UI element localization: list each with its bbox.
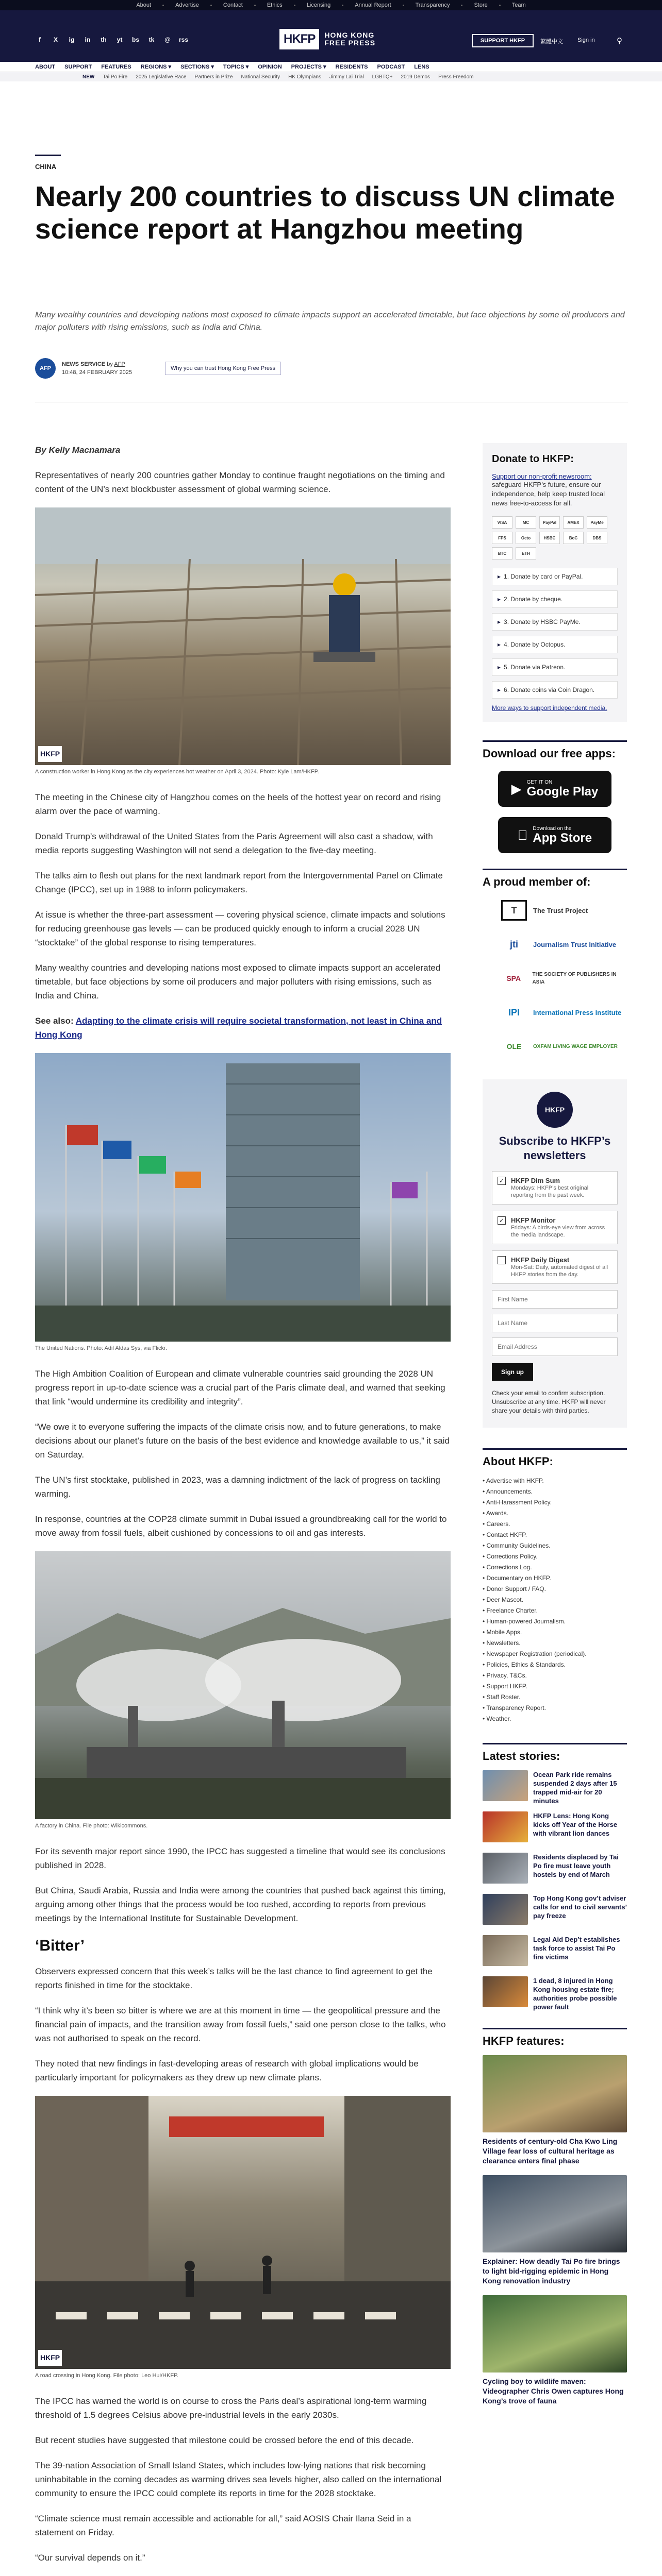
latest-title: Latest stories:	[483, 1743, 627, 1763]
nav-regions[interactable]: REGIONS ▾	[140, 64, 172, 70]
newsletter-signup	[483, 1079, 627, 1428]
chevron-right-icon: ▸	[498, 664, 501, 671]
paragraph: “We owe it to everyone suffering the impacts of the climate crisis now, and to future generations, to make decisions about our planet’s future on the basis of the best evidence and knowledge available to us,” it said on Saturday.	[35, 1422, 450, 1460]
paragraph: The talks aim to flesh out plans for the next landmark report from the Intergovernmental Panel on Climate Change (IPCC), set up in 1988 to inform policymakers.	[35, 871, 443, 894]
hkfp-badge: HKFP	[537, 1092, 573, 1128]
nav-features[interactable]: FEATURES	[101, 63, 131, 70]
instagram-icon[interactable]: ig	[69, 36, 75, 43]
see-also	[35, 1014, 451, 1042]
about-link[interactable]: • Mobile Apps.	[483, 1627, 627, 1638]
email-field[interactable]	[492, 1337, 618, 1356]
paragraph: “Our survival depends on it.”	[35, 2553, 145, 2563]
member-name: The Trust Project	[533, 906, 588, 914]
paragraph: The High Ambition Coalition of European and climate vulnerable countries said grounding the 2028 UN progress report in up-to-date science was a crucial part of the Paris climate deal, and warned that seeking that link “would undermine its credibility and integrity”.	[35, 1369, 445, 1406]
latest-story[interactable]	[483, 1811, 627, 1844]
tag-link[interactable]: HK Olympians	[288, 74, 321, 80]
about-link[interactable]: • Careers.	[483, 1519, 627, 1530]
about-link[interactable]: • Transparency Report.	[483, 1703, 627, 1714]
article-body	[35, 443, 451, 2576]
about-link[interactable]: • Donor Support / FAQ.	[483, 1584, 627, 1595]
byline-label: NEWS SERVICE	[62, 361, 106, 367]
photo-caption: A construction worker in Hong Kong as the city experiences hot weather on April 3, 2024. Photo: Kyle Lam/HKFP.	[35, 769, 319, 775]
member-logo-mark: T	[501, 900, 527, 921]
publish-date: 10:48, 24 FEBRUARY 2025	[62, 369, 132, 376]
newsletter-title: Subscribe to HKFP’s newsletters	[499, 1134, 611, 1162]
about-link[interactable]: • Human-powered Journalism.	[483, 1616, 627, 1627]
chevron-right-icon: ▸	[498, 573, 501, 580]
about-link[interactable]: • Documentary on HKFP.	[483, 1573, 627, 1584]
chevron-right-icon: ▸	[498, 618, 501, 625]
support-hkfp-button[interactable]: SUPPORT HKFP	[472, 34, 534, 47]
photo-caption: The United Nations. Photo: Adil Aldas Sys, via Flickr.	[35, 1345, 168, 1351]
nav-residents[interactable]: RESIDENTS	[335, 63, 368, 70]
sidebar	[483, 443, 627, 2415]
road-crossing-photo[interactable]	[35, 2096, 451, 2369]
member-logo-mark: SPA	[506, 974, 521, 982]
photo-caption: A road crossing in Hong Kong. File photo: Leo Hui/HKFP.	[35, 2372, 179, 2379]
donate-option-payme[interactable]	[492, 613, 618, 631]
chevron-right-icon: ▸	[498, 596, 501, 603]
bluesky-icon[interactable]: bs	[131, 36, 139, 43]
member-logo-mark: IPI	[508, 1007, 520, 1018]
newsletter-option-dimsum[interactable]	[492, 1171, 618, 1205]
apps-title: Download our free apps:	[483, 740, 627, 760]
amex-icon: AMEX	[563, 516, 584, 529]
category-label[interactable]: CHINA	[35, 163, 57, 171]
trust-project-logo[interactable]	[501, 898, 627, 923]
paragraph: The meeting in the Chinese city of Hangzhou comes on the heels of the hottest year on record and rising alarm over the pace of warming.	[35, 792, 441, 816]
paragraph: For its seventh major report since 1990, the IPCC has suggested a timeline that would see its conclusions published in 2028.	[35, 1846, 445, 1870]
google-play-button[interactable]	[498, 771, 611, 807]
section-heading: ‘Bitter’	[35, 1937, 85, 1954]
about-link[interactable]: • Weather.	[483, 1714, 627, 1724]
story-title: 1 dead, 8 injured in Hong Kong housing estate fire; authorities probe possible power fault	[533, 1977, 617, 2011]
sopa-logo[interactable]	[501, 966, 627, 991]
ethereum-icon: ETH	[516, 547, 536, 560]
more-ways-link[interactable]: More ways to support independent media.	[492, 704, 607, 711]
tag-link[interactable]: National Security	[241, 74, 280, 80]
nav-opinion[interactable]: OPINION	[258, 63, 282, 70]
china-factory-photo[interactable]	[35, 1551, 451, 1819]
nav-projects[interactable]: PROJECTS ▾	[291, 64, 326, 70]
story-thumbnail	[483, 1935, 528, 1966]
feature-title: Explainer: How deadly Tai Po fire brings to light bid-rigging epidemic in Hong Kong renovation industry	[483, 2257, 620, 2285]
about-link[interactable]: • Contact HKFP.	[483, 1530, 627, 1540]
option-label: 1. Donate by card or PayPal.	[504, 573, 583, 580]
features-section	[483, 2028, 627, 2406]
hsbc-icon: HSBC	[539, 532, 560, 544]
feature-title: Cycling boy to wildlife maven: Videographer Chris Owen captures Hong Kong’s trove of fauna	[483, 2377, 624, 2405]
masthead	[0, 10, 662, 62]
newsletter-desc: Mondays: HKFP’s best original reporting from the past week.	[511, 1185, 589, 1198]
figure	[35, 1053, 451, 1352]
about-links	[483, 1476, 627, 1724]
logo-box: HKFP	[279, 29, 319, 49]
topbar-link-licensing[interactable]: Licensing	[306, 2, 331, 8]
site-logo[interactable]	[279, 29, 375, 49]
checkbox[interactable]	[498, 1256, 506, 1264]
as-big: App Store	[527, 831, 587, 845]
social-links	[35, 35, 188, 44]
topbar-link-annual-report[interactable]: Annual Report	[355, 2, 391, 8]
latest-story[interactable]	[483, 1976, 627, 2009]
feature-title: Residents of century-old Cha Kwo Ling Village fear loss of cultural heritage as clearance enters final phase	[483, 2137, 618, 2165]
fps-icon: FPS	[492, 532, 512, 544]
nav-about[interactable]: ABOUT	[35, 63, 56, 70]
payment-methods	[492, 516, 618, 560]
donate-option-octopus[interactable]	[492, 636, 618, 653]
main-nav	[0, 62, 662, 72]
first-name-field[interactable]	[492, 1290, 618, 1309]
mastodon-icon[interactable]: @	[164, 36, 171, 43]
tag-link[interactable]: 2025 Legislative Race	[136, 74, 187, 80]
photo-caption: A factory in China. File photo: Wikicommons.	[35, 1823, 148, 1829]
latest-story[interactable]	[483, 1894, 627, 1927]
tags-new-label: NEW	[82, 74, 95, 80]
facebook-icon[interactable]: f	[39, 36, 41, 43]
tag-link[interactable]: Jimmy Lai Trial	[329, 74, 364, 80]
category-rule	[35, 155, 61, 156]
hkfp-watermark: HKFP	[38, 2350, 62, 2366]
newsletter-option-monitor[interactable]	[492, 1211, 618, 1244]
dbs-icon: DBS	[587, 532, 607, 544]
byline-org[interactable]: AFP	[114, 361, 125, 367]
google-play-icon: ▶	[511, 781, 522, 796]
story-title: Ocean Park ride remains suspended 2 days after 15 trapped mid-air for 20 minutes	[533, 1771, 617, 1805]
paragraph: “I think why it’s been so bitter is where we are at this moment in time — the geopolitical pressure and the financial pain of impacts, and the transition away from fossil fuels,” said one person close to the talks, who was not authorised to speak on the record.	[35, 2006, 446, 2043]
paragraph: But China, Saudi Arabia, Russia and India were among the countries that pushed back against this timing, arguing among other things that the process would be too rushed, according to reports from previous meetings by the International Institute for Sustainable Development.	[35, 1886, 446, 1923]
story-title: HKFP Lens: Hong Kong kicks off Year of the Horse with vibrant lion dances	[533, 1812, 618, 1837]
paragraph: Many wealthy countries and developing nations most exposed to climate impacts support an accelerated timetable, but face objections by some oil producers and major polluters with rising emissions, such as India and China.	[35, 963, 441, 1001]
option-label: 5. Donate via Patreon.	[504, 664, 566, 671]
donate-title: Donate to HKFP:	[492, 453, 574, 465]
story-thumbnail	[483, 1976, 528, 2007]
paragraph: The IPCC has warned the world is on course to cross the Paris deal’s aspirational long-term warming threshold of 1.5 degrees Celsius above pre-industrial levels in the early 2030s.	[35, 2396, 427, 2420]
youtube-icon[interactable]: yt	[117, 36, 123, 43]
newsletter-name: HKFP Monitor	[511, 1216, 556, 1224]
topbar-link-team[interactable]: Team	[511, 2, 526, 8]
member-name: Journalism Trust Initiative	[533, 940, 617, 948]
latest-story[interactable]	[483, 1770, 627, 1803]
features-title: HKFP features:	[483, 2028, 627, 2048]
about-link[interactable]: • Announcements.	[483, 1486, 627, 1497]
byline-meta: NEWS SERVICE by AFP 10:48, 24 FEBRUARY 2025	[62, 361, 132, 376]
feature-thumbnail	[483, 2175, 627, 2252]
donate-option-coins[interactable]	[492, 681, 618, 699]
checkbox[interactable]: ✓	[498, 1177, 506, 1185]
paragraph: At issue is whether the three-part assessment — covering physical science, climate impacts and solutions for reducing greenhouse gas levels — can be produced quickly enough to inform a crucial 2028 UN “stocktake” of the global response to rising temperatures.	[35, 910, 445, 947]
nav-podcast[interactable]: PODCAST	[377, 63, 405, 70]
about-link[interactable]: • Privacy, T&Cs.	[483, 1670, 627, 1681]
boc-icon: BoC	[563, 532, 584, 544]
member-logo-mark: jti	[510, 939, 518, 950]
jti-logo[interactable]	[501, 932, 627, 957]
topbar-link-contact[interactable]: Contact	[223, 2, 243, 8]
story-title: Residents displaced by Tai Po fire must leave youth hostels by end of March	[533, 1853, 619, 1878]
logo-text	[324, 31, 375, 47]
donate-intro-link[interactable]: Support our non-profit newsroom:	[492, 472, 592, 480]
newsletter-desc: Mon-Sat: Daily, automated digest of all HKFP stories from the day.	[511, 1264, 608, 1278]
photo-illustration	[35, 507, 451, 765]
latest-stories	[483, 1743, 627, 2009]
logo-line-2: FREE PRESS	[324, 39, 376, 47]
about-link[interactable]: • Anti-Harassment Policy.	[483, 1497, 627, 1508]
x-icon[interactable]: X	[53, 36, 58, 43]
about-link[interactable]: • Awards.	[483, 1508, 627, 1519]
topbar-link-transparency[interactable]: Transparency	[415, 2, 450, 8]
signup-button[interactable]: Sign up	[492, 1363, 533, 1381]
story-thumbnail	[483, 1811, 528, 1842]
nav-lens[interactable]: LENS	[414, 63, 429, 70]
member-name: International Press Institute	[533, 1008, 622, 1016]
see-also-label: See also:	[35, 1016, 74, 1026]
paragraph: But recent studies have suggested that milestone could be crossed before the end of this decade.	[35, 2435, 414, 2445]
construction-worker-photo[interactable]	[35, 507, 451, 765]
about-link[interactable]: • Staff Roster.	[483, 1692, 627, 1703]
figure	[35, 1551, 451, 1830]
mastercard-icon: MC	[516, 516, 536, 529]
nav-topics[interactable]: TOPICS ▾	[223, 64, 249, 70]
about-link[interactable]: • Newspaper Registration (periodical).	[483, 1649, 627, 1659]
member-of-title: A proud member of:	[483, 869, 627, 889]
member-name: OXFAM LIVING WAGE EMPLOYER	[533, 1043, 618, 1049]
about-link[interactable]: • Newsletters.	[483, 1638, 627, 1649]
newsletter-option-daily[interactable]	[492, 1250, 618, 1284]
newsletter-desc: Fridays: A birds-eye view from across the media landscape.	[511, 1225, 605, 1238]
latest-story[interactable]	[483, 1935, 627, 1968]
donate-option-patreon[interactable]	[492, 658, 618, 676]
paragraph: Donald Trump’s withdrawal of the United States from the Paris Agreement will also cast a shadow, with media reports suggesting Washington will not send a delegation to the five-day meeting.	[35, 832, 433, 855]
photo-illustration	[35, 1053, 451, 1342]
donate-text: safeguard HKFP’s future, ensure our independence, help keep trusted local news free-to-access for all.	[492, 481, 605, 507]
paragraph: Representatives of nearly 200 countries gather Monday to continue fraught negotiations on the timing and content of the UN’s next blockbuster assessment of global warming science.	[35, 470, 445, 494]
top-utility-bar	[0, 0, 662, 10]
tag-link[interactable]: 2019 Demos	[401, 74, 431, 80]
donate-box	[483, 443, 627, 722]
article-headline: Nearly 200 countries to discuss UN climate science report at Hangzhou meeting	[35, 180, 615, 245]
figure	[35, 2096, 451, 2380]
nav-support[interactable]: SUPPORT	[64, 63, 92, 70]
option-label: 2. Donate by cheque.	[504, 596, 563, 603]
story-thumbnail	[483, 1770, 528, 1801]
about-link[interactable]: • Corrections Log.	[483, 1562, 627, 1573]
article-standfirst: Many wealthy countries and developing nations most exposed to climate impacts support an accelerated timetable, but face objections by some oil producers and major polluters with rising emissions, such as India and China.	[35, 311, 625, 332]
story-title: Top Hong Kong gov’t adviser calls for end to civil servants’ pay freeze	[533, 1894, 627, 1920]
chevron-right-icon: ▸	[498, 641, 501, 648]
donate-option-cheque[interactable]	[492, 590, 618, 608]
chinese-language-link[interactable]: 繁體中文	[540, 39, 563, 45]
oxfam-living-wage-logo[interactable]	[501, 1034, 627, 1059]
donate-option-card[interactable]	[492, 568, 618, 585]
option-label: 6. Donate coins via Coin Dragon.	[504, 686, 595, 693]
feature-story[interactable]	[483, 2175, 627, 2286]
about-link[interactable]: • Corrections Policy.	[483, 1551, 627, 1562]
checkbox[interactable]: ✓	[498, 1216, 506, 1225]
bitcoin-icon: BTC	[492, 547, 512, 560]
linkedin-icon[interactable]: in	[85, 36, 91, 43]
paragraph: The 39-nation Association of Small Island States, which includes low-lying nations that risk becoming uninhabitable in the coming decades as warming drives sea levels higher, also called on the international community to ensure the IPCC could complete its reports in time for the 2028 stocktake.	[35, 2461, 442, 2498]
about-link[interactable]: • Freelance Charter.	[483, 1605, 627, 1616]
feature-story[interactable]	[483, 2295, 627, 2406]
octopus-icon: Octo	[516, 532, 536, 544]
paragraph: They noted that new findings in fast-developing areas of research with global implications would be particularly important for policymakers as they drew up new climate plans.	[35, 2059, 419, 2082]
photo-illustration	[35, 1551, 451, 1819]
feature-thumbnail	[483, 2055, 627, 2132]
search-icon[interactable]: ⚲	[617, 37, 622, 45]
united-nations-photo[interactable]	[35, 1053, 451, 1342]
byline	[35, 358, 132, 379]
topbar-link-about[interactable]: About	[136, 2, 152, 8]
story-thumbnail	[483, 1894, 528, 1925]
newsletter-name: HKFP Daily Digest	[511, 1256, 570, 1264]
story-thumbnail	[483, 1853, 528, 1884]
option-label: 3. Donate by HSBC PayMe.	[504, 618, 581, 625]
gp-small: GET IT ON	[526, 779, 553, 785]
paypal-icon: PayPal	[539, 516, 560, 529]
paragraph: In response, countries at the COP28 climate summit in Dubai issued a groundbreaking call for the world to move away from fossil fuels, albeit cushioned by concessions to oil and gas interests.	[35, 1514, 447, 1538]
tag-link[interactable]: Tai Po Fire	[103, 74, 128, 80]
option-label: 4. Donate by Octopus.	[504, 641, 566, 648]
about-link[interactable]: • Support HKFP.	[483, 1681, 627, 1692]
latest-story[interactable]	[483, 1853, 627, 1886]
photo-illustration	[35, 2096, 451, 2369]
topbar-link-ethics[interactable]: Ethics	[267, 2, 283, 8]
hkfp-watermark: HKFP	[38, 746, 62, 762]
feature-story[interactable]	[483, 2055, 627, 2166]
tiktok-icon[interactable]: tk	[148, 36, 155, 43]
author-avatar[interactable]: AFP	[35, 358, 56, 379]
apple-icon	[518, 827, 528, 843]
story-title: Legal Aid Dep’t establishes task force to assist Tai Po fire victims	[533, 1936, 620, 1961]
trust-hkfp-button[interactable]: Why you can trust Hong Kong Free Press	[165, 362, 281, 375]
paragraph: Observers expressed concern that this week’s talks will be the last chance to find agreement to get the reports finished in time for the stocktake.	[35, 1967, 433, 1990]
topbar-link-store[interactable]: Store	[474, 2, 488, 8]
threads-icon[interactable]: th	[101, 36, 107, 43]
paragraph: “Climate science must remain accessible and actionable for all,” said AOSIS Chair Ilana Seid in a statement on Friday.	[35, 2514, 411, 2537]
newsletter-name: HKFP Dim Sum	[511, 1177, 560, 1184]
nav-sections[interactable]: SECTIONS ▾	[180, 64, 214, 70]
feature-thumbnail	[483, 2295, 627, 2372]
tag-link[interactable]: Press Freedom	[438, 74, 474, 80]
about-link[interactable]: • Advertise with HKFP.	[483, 1476, 627, 1486]
gp-big: Google Play	[526, 784, 599, 799]
last-name-field[interactable]	[492, 1314, 618, 1332]
figure	[35, 507, 451, 776]
about-link[interactable]: • Community Guidelines.	[483, 1540, 627, 1551]
about-section	[483, 1448, 627, 1724]
about-title: About HKFP:	[483, 1448, 627, 1468]
signup-note: Check your email to confirm subscription. Unsubscribe at any time. HKFP will never share your details with third parties.	[492, 1389, 606, 1414]
ipi-logo[interactable]	[501, 1000, 627, 1025]
about-link[interactable]: • Deer Mascot.	[483, 1595, 627, 1605]
see-also-link[interactable]: Adapting to the climate crisis will require societal transformation, not least in China and Hong Kong	[35, 1016, 442, 1040]
logo-line-1: HONG KONG	[324, 31, 375, 39]
sign-in-link[interactable]: Sign in	[577, 37, 595, 43]
app-store-button[interactable]	[498, 817, 611, 853]
as-small: Download on the	[527, 825, 567, 832]
about-link[interactable]: • Policies, Ethics & Standards.	[483, 1659, 627, 1670]
tag-link[interactable]: LGBTQ+	[372, 74, 393, 80]
paragraph: The UN’s first stocktake, published in 2023, was a damning indictment of the lack of progress on tackling warming.	[35, 1475, 440, 1499]
member-logo-mark: OLE	[506, 1042, 522, 1050]
topbar-link-advertise[interactable]: Advertise	[175, 2, 199, 8]
trending-tags-bar	[0, 72, 662, 81]
visa-icon: VISA	[492, 516, 512, 529]
author-line: By Kelly Macnamara	[35, 445, 121, 455]
tag-link[interactable]: Partners in Prize	[194, 74, 233, 80]
member-name: THE SOCIETY OF PUBLISHERS IN ASIA	[532, 972, 617, 985]
payme-icon: PayMe	[587, 516, 607, 529]
rss-icon[interactable]: rss	[178, 36, 189, 43]
chevron-right-icon: ▸	[498, 686, 501, 693]
